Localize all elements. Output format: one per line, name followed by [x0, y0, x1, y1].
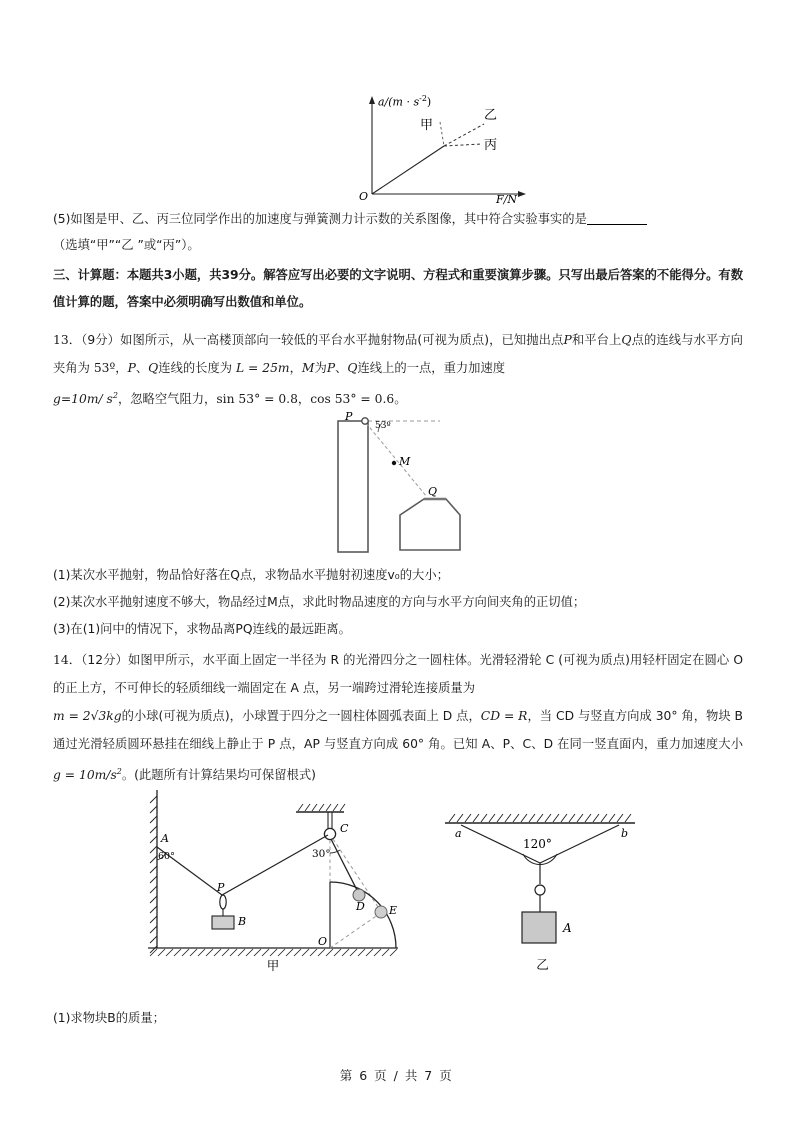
- q13-stem-p8: 为: [314, 361, 327, 375]
- q14-stem-text4: 。(此题所有计算结果均可保留根式): [121, 768, 316, 783]
- figure-jia-label-p: P: [217, 881, 225, 894]
- q5-line1: [53, 206, 743, 232]
- q5-line2: （选填“甲”“乙 ”或“丙”）。: [53, 238, 200, 252]
- curve-jia: [372, 146, 444, 194]
- block-a-yi: [522, 912, 556, 943]
- question-13-subquestions: [53, 562, 743, 643]
- ceiling-hatching-yi: [449, 814, 631, 822]
- ground-hatching: [150, 949, 397, 956]
- question-14-subquestions: [53, 1005, 743, 1032]
- q13-sub2: (2)某次水平抛射速度不够大，物品经过M点，求此时物品速度的方向与水平方向间夹角的正切值；: [53, 595, 586, 609]
- q13-period: 。: [394, 392, 407, 407]
- q14-stem-text2: 的小球(可视为质点)，小球置于四分之一圆柱体圆弧表面上 D 点，: [121, 709, 481, 723]
- figure-jia-pulley-system: [148, 790, 398, 975]
- q13-point-q2: Q: [148, 361, 159, 375]
- q13-stem-p4: ，: [115, 361, 128, 375]
- q14-number: 14．: [53, 653, 82, 667]
- ceiling-hatching: [298, 804, 345, 811]
- q13-comma1: ，: [297, 392, 311, 407]
- q13-g-equation: g=10m/ s: [53, 392, 113, 407]
- q13-number: 13．: [53, 333, 82, 347]
- figure13-label-q: Q: [428, 485, 438, 498]
- q14-stem-text1: 如图甲所示，水平面上固定一半径为 R 的光滑四分之一圆柱体。光滑轻滑轮 C (可视为质点)用轻杆固定在圆心 O 的正上方，不可伸长的轻质细线一端固定在 A 点，另一端跨过滑轮连接质量为: [53, 653, 743, 695]
- q13-stem-p10: 连线上的一点，重力加速度: [357, 361, 506, 375]
- projectile-figure-svg: [300, 405, 530, 560]
- figure13-label-angle: 53º: [375, 421, 391, 431]
- pulley-c: [324, 828, 335, 839]
- figure13-label-p: P: [345, 410, 353, 423]
- page-footer: 第 6 页 / 共 7 页: [339, 1068, 454, 1083]
- ring-yi: [535, 885, 545, 895]
- figure-jia-label-a: A: [161, 832, 169, 845]
- q13-point-p2: P: [127, 361, 136, 375]
- q13-point-m: M: [301, 361, 315, 375]
- figure13-label-m: M: [399, 455, 411, 468]
- q13-g-exponent: 2: [112, 391, 118, 400]
- question-13-stem: [53, 326, 743, 413]
- q13-sub3: (3)在(1)问中的情况下，求物品离PQ连线的最远距离。: [53, 622, 351, 636]
- q13-stem-p5: 、: [135, 361, 149, 375]
- q14-sub1: (1)求物块B的质量；: [53, 1011, 165, 1025]
- q13-stem-p11: ，忽略空气阻力，: [117, 392, 217, 407]
- graph-x-axis-label: F/N: [496, 193, 517, 206]
- q5-answer-blank[interactable]: [587, 224, 647, 225]
- q13-point-q3: Q: [347, 361, 358, 375]
- q14-g-equation: g = 10m/s: [53, 768, 117, 783]
- q14-stem-line2: [53, 702, 743, 789]
- x-axis-arrow: [518, 191, 526, 197]
- q13-point-p: P: [563, 333, 572, 347]
- figure-yi-two-ropes: [435, 795, 650, 975]
- q13-stem-p7: ，: [289, 361, 302, 375]
- rope-p-to-c: [222, 835, 328, 895]
- graph-origin-label: O: [359, 190, 369, 203]
- q14-mass-equation: m = 2√3kg: [53, 709, 122, 723]
- figure-yi-label-block-a: A: [563, 921, 572, 935]
- y-axis-exponent: -2: [419, 94, 427, 103]
- q13-cos-equation: cos 53° = 0.6: [310, 392, 395, 407]
- figure-jia-label-c: C: [340, 822, 349, 835]
- q13-stem-line: [53, 326, 743, 382]
- platform-shape: [400, 499, 460, 550]
- q13-stem-p3: 点的连线与水平方向夹角为: [53, 333, 743, 375]
- wall-hatching: [150, 796, 157, 953]
- q13-stem-p2: 和平台上: [571, 333, 622, 347]
- q14-stem-line1: [53, 646, 743, 702]
- q13-sin-equation: sin 53° = 0.8: [216, 392, 298, 407]
- q14-cd-equation: CD = R: [480, 709, 528, 723]
- graph-label-jia: 甲: [420, 118, 434, 133]
- ring-at-p: [220, 895, 226, 909]
- figure-jia-label-angle-a: 60°: [158, 851, 175, 862]
- rope-c-to-d: [331, 839, 359, 894]
- q13-angle-value: 53º: [93, 361, 116, 375]
- figure-jia-svg: [148, 790, 398, 975]
- point-m-marker: [392, 461, 396, 465]
- q14-stem-text3: ，当 CD 与竖直方向成 30° 角，物块 B 通过光滑轻质圆环悬挂在细线上静止于 P 点，AP 与竖直方向成 60° 角。已知 A、P、C、D 在同一竖直面内，重力加速度大小: [53, 709, 743, 751]
- figure-yi-svg: [435, 795, 650, 975]
- q13-point-p3: P: [326, 361, 336, 375]
- figure-yi-label-b-rope: b: [621, 827, 629, 840]
- curve-bing: [444, 144, 482, 146]
- q13-sub1: (1)某次水平抛射，物品恰好落在Q点，求物品水平抛射初速度v₀的大小；: [53, 568, 449, 582]
- graph-y-axis-label: [378, 94, 431, 109]
- y-axis-arrow: [369, 96, 375, 104]
- curve-yi: [444, 124, 484, 146]
- ball-e: [375, 906, 387, 918]
- figure-jia-label-b: B: [238, 915, 247, 928]
- q5-line1-text: (5)如图是甲、乙、丙三位同学作出的加速度与弹簧测力计示数的关系图像，其中符合实验事实的是: [53, 212, 587, 226]
- figure-projectile-building: [300, 405, 530, 560]
- q13-point-q: Q: [621, 333, 632, 347]
- pq-line-dashed: [366, 423, 427, 497]
- y-axis-label-close: ): [426, 95, 432, 109]
- figure-jia-label-o: O: [318, 935, 328, 948]
- question-14-stem: [53, 646, 743, 789]
- dashed-radius-o-to-e: [330, 912, 382, 948]
- graph-label-yi: 乙: [484, 108, 498, 123]
- point-p-marker: [362, 418, 368, 424]
- figure-jia-caption: 甲: [266, 958, 280, 973]
- y-axis-label-text: a/(m · s: [378, 95, 420, 109]
- building-rect: [338, 421, 368, 552]
- q14-g-exponent: 2: [116, 767, 122, 776]
- q13-length-equation: L = 25m: [235, 361, 290, 375]
- q13-stem-p6: 连线的长度为: [158, 361, 233, 375]
- graph-label-bing: 丙: [484, 138, 498, 153]
- figure-yi-caption: 乙: [536, 957, 549, 972]
- section-3-heading: 三、计算题：本题共3小题，共39分。解答应写出必要的文字说明、方程式和重要演算步骤。只写出最后答案的不能得分。有数值计算的题，答案中必须明确写出数值和单位。: [53, 268, 743, 309]
- q14-score: （12分）: [81, 653, 128, 667]
- figure-yi-label-a-rope: a: [455, 827, 462, 840]
- figure-jia-label-angle-c: 30°: [312, 848, 331, 860]
- q13-stem-p1: 如图所示，从一高楼顶部向一较低的平台水平抛射物品(可视为质点)，已知抛出点: [120, 333, 564, 347]
- block-b: [212, 916, 234, 929]
- q13-score: （9分）: [81, 333, 121, 347]
- question-5-block: [53, 206, 743, 258]
- figure-jia-label-e: E: [389, 904, 398, 917]
- section-3-heading-block: [53, 262, 743, 316]
- q13-stem-p9: 、: [335, 361, 348, 375]
- figure-acceleration-force-graph: [350, 82, 550, 206]
- figure-yi-label-angle: 120°: [523, 837, 552, 851]
- curve-jia-guide: [440, 122, 444, 146]
- figure-jia-label-d: D: [356, 900, 365, 913]
